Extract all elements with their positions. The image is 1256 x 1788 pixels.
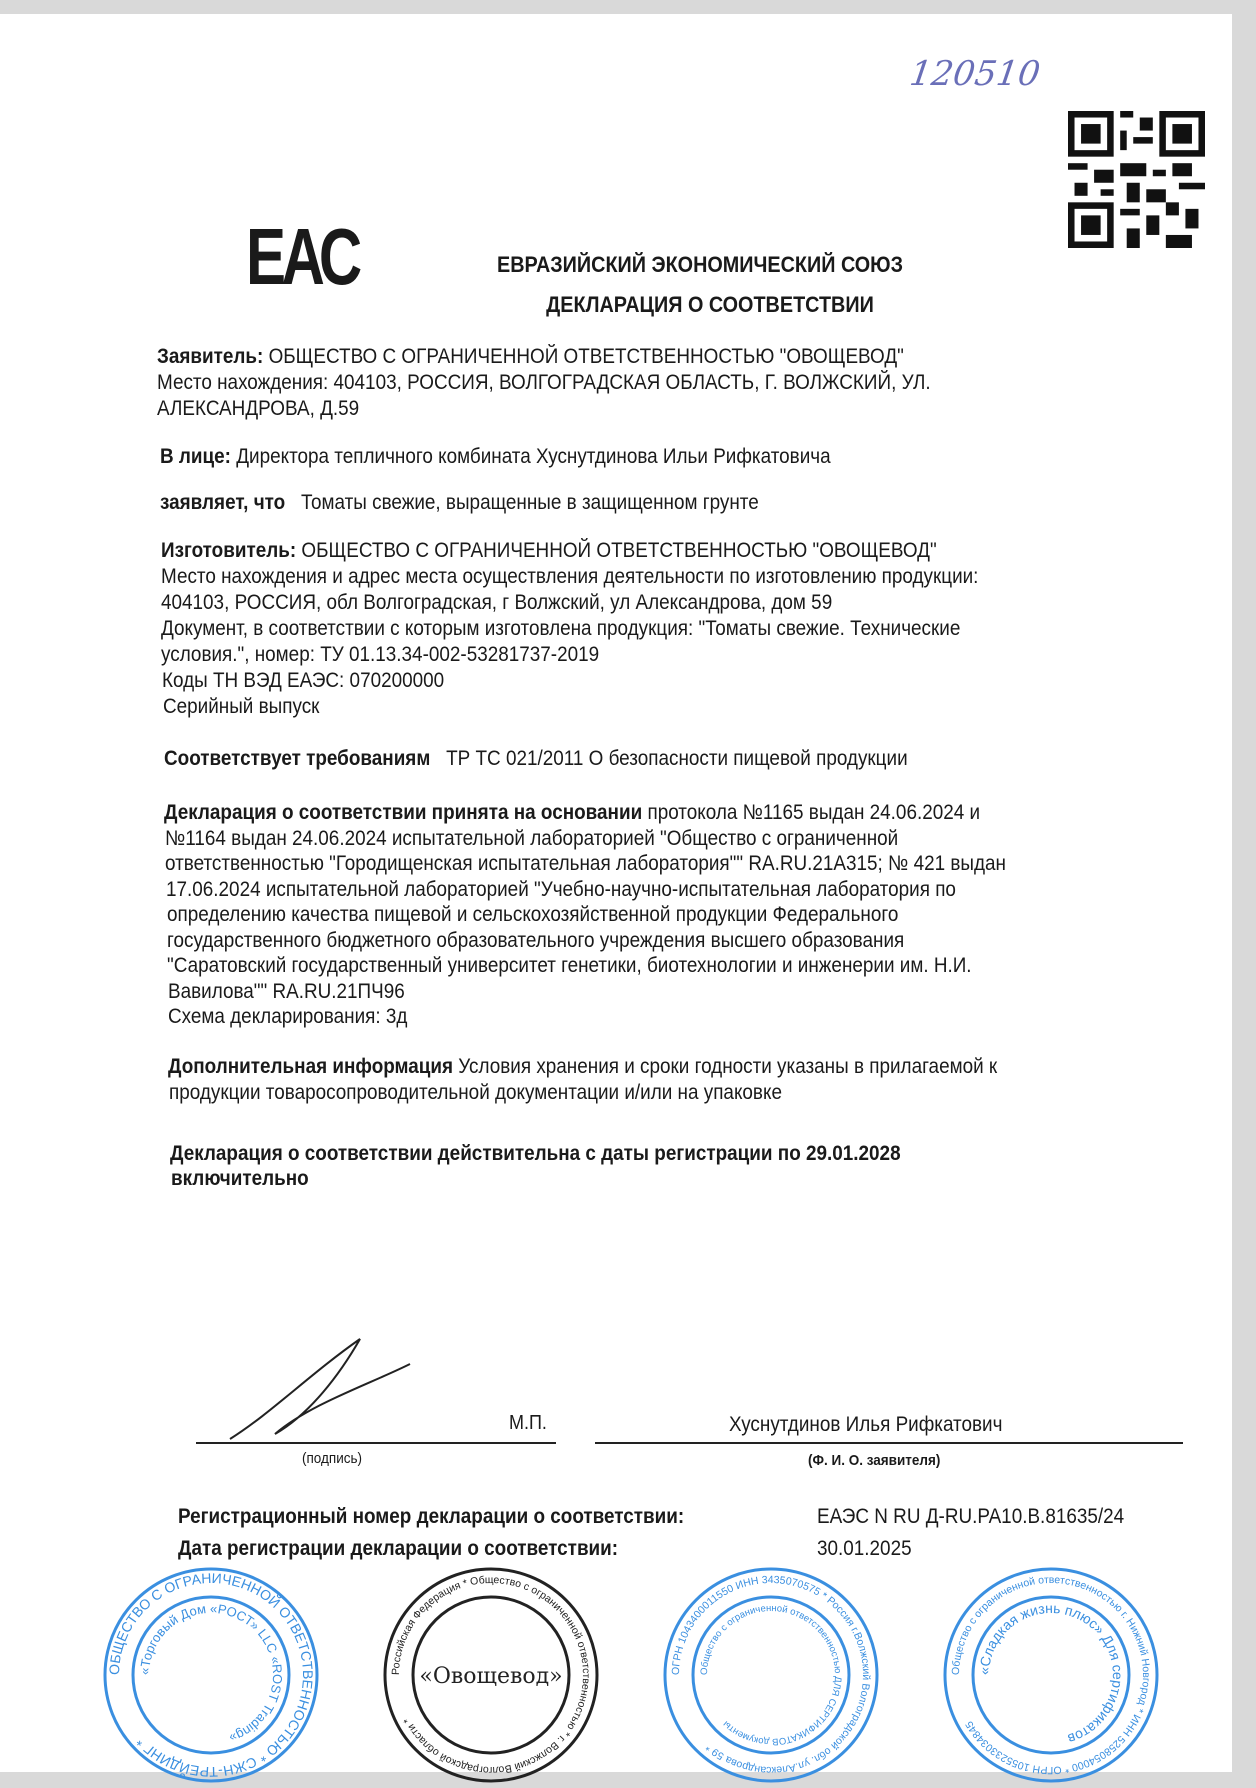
stamp-right-outer-text: ОГРН 1043400011550 ИНН 3435070575 * Россия г.Волжский Волгоградской обл. ул.Александрова 59 * <box>669 1573 873 1777</box>
conforms-value: ТР ТС 021/2011 О безопасности пищевой продукции <box>446 747 908 770</box>
additional-line-2: продукции товаросопроводительной документации и/или на упаковке <box>169 1081 782 1104</box>
declares-value: Томаты свежие, выращенные в защищенном грунте <box>300 491 759 514</box>
stamp-bottom-outer-text: Общество с ограниченной ответственностью г. Нижний Новгород * ИНН 5258054000 * ОГРН 1055233034845 <box>949 1573 1153 1777</box>
registration-number-label: Регистрационный номер декларации о соответствии: <box>178 1505 685 1528</box>
applicant-name: ОБЩЕСТВО С ОГРАНИЧЕННОЙ ОТВЕТСТВЕННОСТЬЮ "ОВОЩЕВОД" <box>268 345 904 368</box>
basis-line-7: "Саратовский государственный университет генетики, биотехнологии и инженерии им. Н.И. <box>167 954 972 977</box>
stamp-center-outer-text: Российская Федерация * Общество с ограниченной ответственностью * г. Волжский Волгоградской области * <box>389 1573 593 1777</box>
basis-line-1 <box>164 800 980 826</box>
stamp-sladkaya-zhizn <box>940 1564 1162 1786</box>
handwritten-number: 120510 <box>907 54 1043 94</box>
declares-label: заявляет, что <box>160 491 286 514</box>
union-title: ЕВРАЗИЙСКИЙ ЭКОНОМИЧЕСКИЙ СОЮЗ <box>497 252 903 277</box>
represented-value: Директора тепличного комбината Хуснутдинова Ильи Рифкатовича <box>236 445 831 468</box>
signer-caption: (Ф. И. О. заявителя) <box>808 1452 941 1469</box>
applicant-label: Заявитель: <box>157 345 264 368</box>
registration-number: ЕАЭС N RU Д-RU.PA10.B.81635/24 <box>817 1505 1125 1528</box>
signature-caption: (подпись) <box>302 1450 363 1467</box>
registration-date: 30.01.2025 <box>817 1537 912 1560</box>
manufacturer-line <box>161 538 937 564</box>
stamp-ovoshchevod-certificates <box>660 1564 882 1786</box>
declares-line <box>160 490 759 516</box>
signer-line <box>595 1442 1183 1444</box>
stamp-left-inner-text: «Торговый Дом «РОСТ» LLC «ROST Trading» <box>136 1600 286 1746</box>
basis-line-2: №1164 выдан 24.06.2024 испытательной лабораторией "Общество с ограниченной <box>165 827 899 850</box>
manufacturer-line-2: 404103, РОССИЯ, обл Волгоградская, г Волжский, ул Александрова, дом 59 <box>161 591 833 614</box>
additional-text: Условия хранения и сроки годности указаны в прилагаемой к <box>458 1055 998 1078</box>
manufacturer-line-1: Место нахождения и адрес места осуществления деятельности по изготовлению продукции: <box>161 565 979 588</box>
stamp-right-inner-text: Общество с ограниченной ответственностью ДЛЯ СЕРТИФИКАТОВ документы <box>698 1602 844 1748</box>
stamp-left-outer-text: ОБЩЕСТВО С ОГРАНИЧЕННОЙ ОТВЕТСТВЕННОСТЬЮ * СЖН-ТРЕЙДИНГ * <box>105 1569 317 1781</box>
manufacturer-name: ОБЩЕСТВО С ОГРАНИЧЕННОЙ ОТВЕТСТВЕННОСТЬЮ "ОВОЩЕВОД" <box>301 539 937 562</box>
document-title: ДЕКЛАРАЦИЯ О СООТВЕТСТВИИ <box>546 292 874 317</box>
stamp-rost-trading <box>100 1564 322 1786</box>
manufacturer-line-3: Документ, в соответствии с которым изготовлена продукция: "Томаты свежие. Технические <box>161 617 961 640</box>
stamp-ovoshchevod-seal <box>380 1564 602 1786</box>
validity-line-2: включительно <box>171 1167 309 1190</box>
basis-line-4: 17.06.2024 испытательной лабораторией "Учебно-научно-испытательная лаборатория по <box>166 878 956 901</box>
basis-text: протокола №1165 выдан 24.06.2024 и <box>647 801 981 824</box>
additional-line-1 <box>168 1054 997 1080</box>
stamp-bottom-inner-text: «Сладкая жизнь плюс» Для сертификатов <box>975 1599 1127 1748</box>
basis-line-3: ответственностью "Городищенская испытательная лаборатория"" RA.RU.21А315; № 421 выдан <box>165 852 1006 875</box>
basis-line-8: Вавилова"" RA.RU.21ПЧ96 <box>168 980 405 1003</box>
seal-caption: М.П. <box>509 1412 547 1434</box>
represented-line <box>160 444 831 470</box>
represented-label: В лице: <box>160 445 231 468</box>
validity-line-1: Декларация о соответствии действительна с даты регистрации по 29.01.2028 <box>170 1142 901 1165</box>
applicant-address-1: Место нахождения: 404103, РОССИЯ, ВОЛГОГРАДСКАЯ ОБЛАСТЬ, Г. ВОЛЖСКИЙ, УЛ. <box>157 371 931 394</box>
declaration-scheme: Схема декларирования: 3д <box>168 1005 408 1028</box>
manufacturer-line-5: Коды ТН ВЭД ЕАЭС: 070200000 <box>162 669 445 692</box>
declaration-page <box>0 14 1232 1781</box>
registration-date-label: Дата регистрации декларации о соответствии: <box>178 1537 619 1560</box>
conforms-label: Соответствует требованиям <box>164 747 431 770</box>
handwritten-signature <box>220 1334 420 1454</box>
eac-logo: ЕАС <box>246 212 358 301</box>
conforms-line <box>164 746 908 772</box>
stamp-center-inner-text: «Овощевод» <box>419 1664 563 1689</box>
applicant-address-2: АЛЕКСАНДРОВА, Д.59 <box>157 397 360 420</box>
basis-line-5: определению качества пищевой и сельскохозяйственной продукции Федерального <box>167 903 899 926</box>
basis-line-6: государственного бюджетного образовательного учреждения высшего образования <box>167 929 905 952</box>
basis-label: Декларация о соответствии принята на основании <box>164 801 643 824</box>
manufacturer-line-4: условия.", номер: ТУ 01.13.34-002-53281737-2019 <box>161 643 600 666</box>
signer-name: Хуснутдинов Илья Рифкатович <box>729 1413 1003 1436</box>
manufacturer-label: Изготовитель: <box>161 539 297 562</box>
qr-code <box>1068 111 1205 248</box>
manufacturer-line-6: Серийный выпуск <box>163 695 320 718</box>
additional-label: Дополнительная информация <box>168 1055 454 1078</box>
applicant-line <box>157 344 904 370</box>
